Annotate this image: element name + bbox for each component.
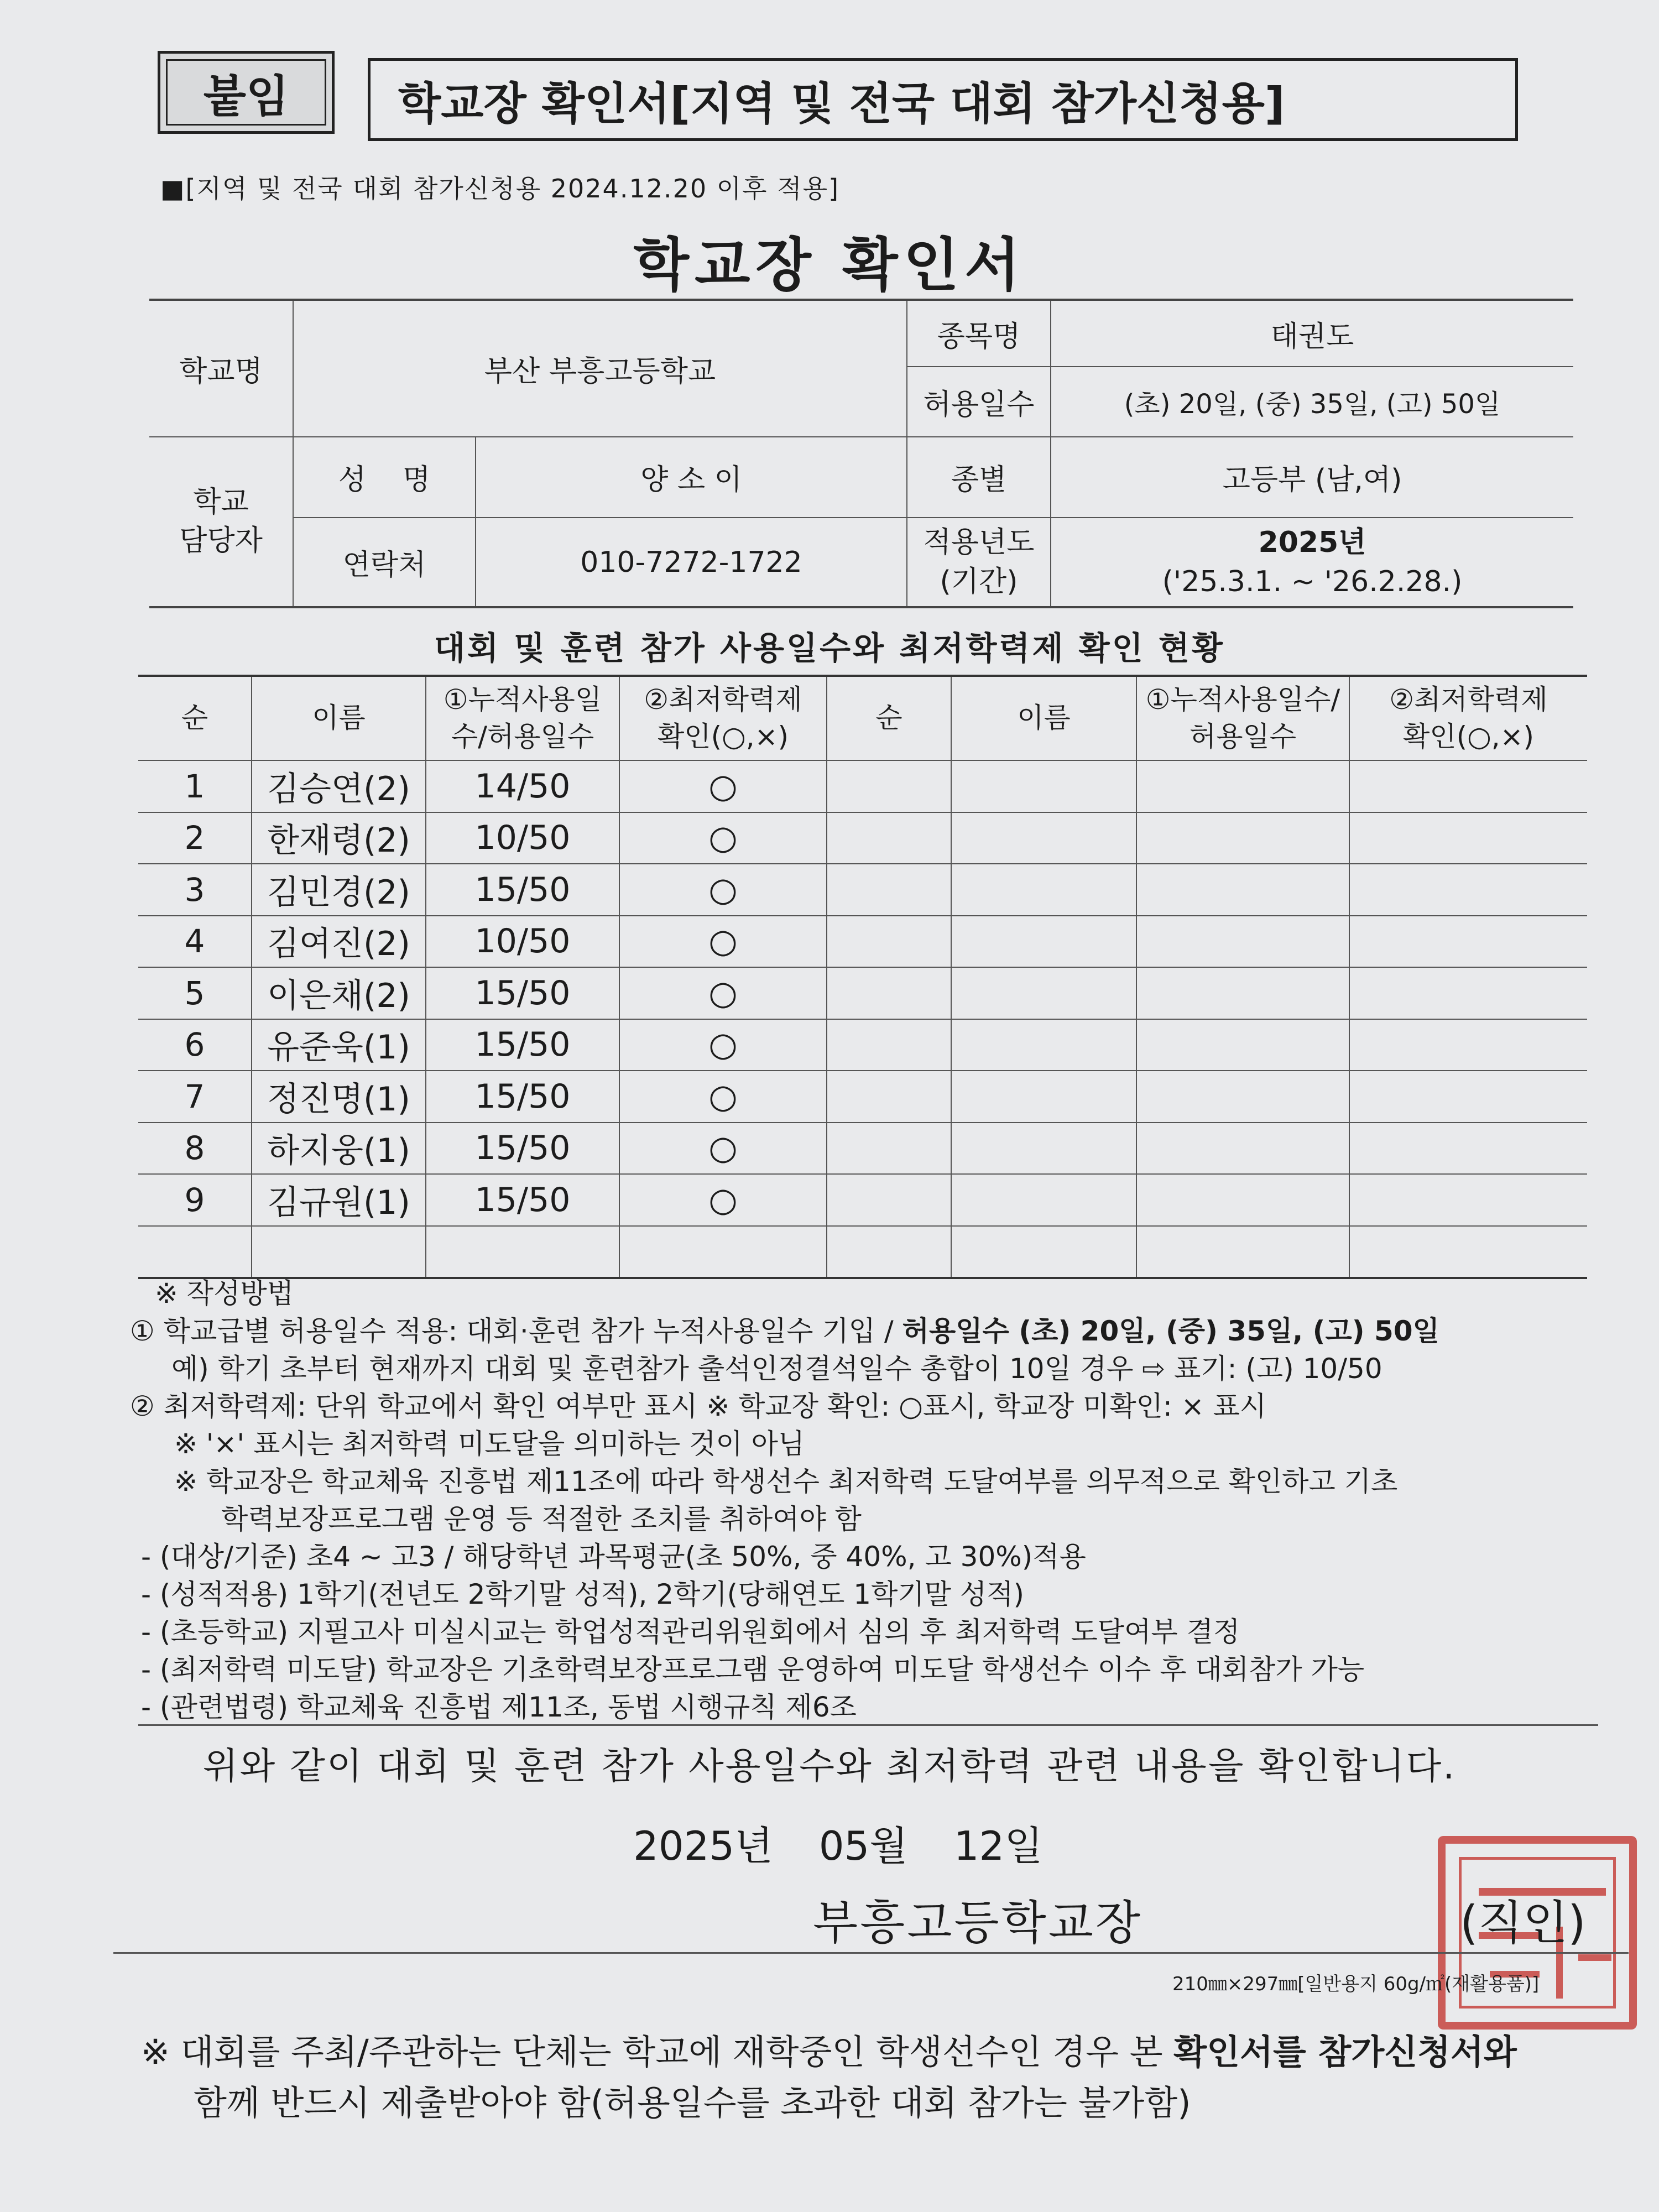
row-no: 1 xyxy=(138,760,252,812)
empty-cell xyxy=(951,1226,1136,1279)
empty-cell xyxy=(827,916,951,968)
empty-cell xyxy=(426,1226,619,1279)
row-check: ○ xyxy=(619,1071,827,1123)
empty-cell xyxy=(1136,812,1349,864)
empty-cell xyxy=(1136,1071,1349,1123)
submission-notice xyxy=(141,2027,1634,2128)
detail-elementary: - (초등학교) 지필고사 미실시교는 학업성적관리위원회에서 심의 후 최저학력 도달여부 결정 xyxy=(141,1616,1240,1648)
detail-target: - (대상/기준) 초4 ~ 고3 / 해당학년 과목평균(초 50%, 중 40%, 고 30%)적용 xyxy=(141,1541,1086,1573)
empty-cell xyxy=(1136,1226,1349,1279)
submission-notice-text: ※ 대회를 주최/주관하는 단체는 학교에 재학중인 학생선수인 경우 본 xyxy=(141,2032,1174,2072)
issue-year: 2025년 xyxy=(633,1823,773,1869)
contact-value: 010-7272-1722 xyxy=(476,518,907,607)
submission-notice-bold: 확인서를 참가신청서와 xyxy=(1173,2032,1517,2072)
year-label xyxy=(907,518,1051,607)
year-label-line1: 적용년도 xyxy=(923,526,1035,560)
empty-cell xyxy=(951,760,1136,812)
empty-cell xyxy=(827,1226,951,1279)
header-title-box xyxy=(368,58,1518,141)
roster-table xyxy=(138,675,1587,1279)
empty-cell xyxy=(1136,1174,1349,1226)
empty-cell xyxy=(951,1019,1136,1071)
attachment-tag-inner-border xyxy=(166,59,326,126)
row-check: ○ xyxy=(619,1174,827,1226)
row-check: ○ xyxy=(619,864,827,916)
allowed-days-label: 허용일수 xyxy=(907,367,1051,436)
col-days-line1: ①누적사용일 xyxy=(443,683,602,716)
row-days: 15/50 xyxy=(426,864,619,916)
col-check xyxy=(619,676,827,760)
col-no-right: 순 xyxy=(827,676,951,760)
row-name: 유준욱(1) xyxy=(252,1019,426,1071)
row-name: 김승연(2) xyxy=(252,760,426,812)
manager-label xyxy=(149,437,293,607)
row-name: 김규원(1) xyxy=(252,1174,426,1226)
issue-month: 05월 xyxy=(818,1823,908,1869)
row-check: ○ xyxy=(619,812,827,864)
info-table xyxy=(149,299,1573,608)
year-value-line1: 2025년 xyxy=(1258,526,1366,560)
empty-cell xyxy=(1349,1123,1587,1175)
empty-cell xyxy=(1349,760,1587,812)
col-days-line2: 수/허용일수 xyxy=(451,721,594,753)
allowed-days-value: (초) 20일, (중) 35일, (고) 50일 xyxy=(1051,367,1573,436)
year-value xyxy=(1051,518,1573,607)
instruction-2-note-a: ※ '×' 표시는 최저학력 미도달을 의미하는 것이 아님 xyxy=(174,1428,805,1460)
row-days: 15/50 xyxy=(426,1071,619,1123)
year-value-line2: ('25.3.1. ~ '26.2.28.) xyxy=(1162,565,1463,598)
row-check: ○ xyxy=(619,967,827,1019)
submission-notice-line2: 함께 반드시 제출받아야 함(허용일수를 초과한 대회 참가는 불가함) xyxy=(194,2083,1191,2123)
row-check: ○ xyxy=(619,916,827,968)
detail-grades: - (성적적용) 1학기(전년도 2학기말 성적), 2학기(당해연도 1학기말 성적) xyxy=(141,1578,1024,1610)
school-name-label: 학교명 xyxy=(149,300,293,437)
table-row xyxy=(138,967,1587,1019)
event-label: 종목명 xyxy=(907,300,1051,367)
attachment-tag-label: 붙임 xyxy=(203,70,289,122)
instruction-1 xyxy=(130,1312,1601,1350)
instruction-2-note-b2: 학력보장프로그램 운영 등 적절한 조치를 취하여야 함 xyxy=(221,1503,862,1535)
empty-cell xyxy=(1349,916,1587,968)
row-days: 10/50 xyxy=(426,916,619,968)
row-no: 2 xyxy=(138,812,252,864)
paper-spec: 210㎜×297㎜[일반용지 60g/㎡(재활용품)] xyxy=(1172,1973,1540,1995)
empty-cell xyxy=(827,1071,951,1123)
school-name-value: 부산 부흥고등학교 xyxy=(293,300,907,437)
event-value: 태권도 xyxy=(1051,300,1573,367)
col-check-line1: ②최저학력제 xyxy=(644,683,802,716)
table-row xyxy=(138,1123,1587,1175)
instruction-2-note-b1: ※ 학교장은 학교체육 진흥법 제11조에 따라 학생선수 최저학력 도달여부를 의무적으로 확인하고 기초 xyxy=(174,1465,1398,1498)
contact-label: 연락처 xyxy=(293,518,476,607)
category-value: 고등부 (남,여) xyxy=(1051,437,1573,518)
empty-cell xyxy=(827,812,951,864)
row-no: 8 xyxy=(138,1123,252,1175)
seal-label: (직인) xyxy=(1460,1896,1586,1950)
instruction-1-text: ① 학교급별 허용일수 적용: 대회·훈련 참가 누적사용일수 기입 / xyxy=(130,1315,902,1347)
table-row xyxy=(138,760,1587,812)
name-label: 성 명 xyxy=(293,437,476,518)
row-days: 14/50 xyxy=(426,760,619,812)
table-row xyxy=(138,812,1587,864)
table-row xyxy=(138,1071,1587,1123)
empty-cell xyxy=(1349,812,1587,864)
empty-cell xyxy=(1349,1174,1587,1226)
table-row xyxy=(138,1019,1587,1071)
row-days: 15/50 xyxy=(426,1174,619,1226)
col-no: 순 xyxy=(138,676,252,760)
confirmation-statement: 위와 같이 대회 및 훈련 참가 사용일수와 최저학력 관련 내용을 확인합니다. xyxy=(202,1745,1457,1787)
empty-cell xyxy=(951,864,1136,916)
col-name-right: 이름 xyxy=(951,676,1136,760)
seal-stroke xyxy=(1578,1954,1611,1961)
row-days: 10/50 xyxy=(426,812,619,864)
col-days-right-line1: ①누적사용일수/ xyxy=(1145,683,1340,716)
issue-date xyxy=(633,1814,1043,1871)
divider xyxy=(113,1952,1629,1954)
document-title: 학교장 확인서 xyxy=(633,231,1026,299)
row-name: 김민경(2) xyxy=(252,864,426,916)
manager-label-line2: 담당자 xyxy=(179,524,263,558)
detail-not-reached: - (최저학력 미도달) 학교장은 기초학력보장프로그램 운영하여 미도달 학생선수 이수 후 대회참가 가능 xyxy=(141,1653,1365,1686)
row-no: 7 xyxy=(138,1071,252,1123)
table-row xyxy=(138,1174,1587,1226)
principal-title: 부흥고등학교장 xyxy=(813,1896,1143,1950)
empty-cell xyxy=(1136,916,1349,968)
col-days xyxy=(426,676,619,760)
row-name: 하지웅(1) xyxy=(252,1123,426,1175)
empty-cell xyxy=(951,1071,1136,1123)
row-days: 15/50 xyxy=(426,967,619,1019)
table-row xyxy=(138,864,1587,916)
col-days-right xyxy=(1136,676,1349,760)
col-check-right-line1: ②최저학력제 xyxy=(1389,683,1548,716)
row-check: ○ xyxy=(619,1019,827,1071)
attachment-tag xyxy=(158,51,335,134)
submission-notice-line1 xyxy=(141,2027,1634,2078)
category-label: 종별 xyxy=(907,437,1051,518)
status-section-title: 대회 및 훈련 참가 사용일수와 최저학력제 확인 현황 xyxy=(434,629,1225,667)
row-name: 정진명(1) xyxy=(252,1071,426,1123)
col-check-right xyxy=(1349,676,1587,760)
empty-cell xyxy=(827,1174,951,1226)
row-days: 15/50 xyxy=(426,1019,619,1071)
empty-cell xyxy=(252,1226,426,1279)
col-check-right-line2: 확인(○,×) xyxy=(1402,721,1535,753)
row-no: 4 xyxy=(138,916,252,968)
manager-name-value: 양 소 이 xyxy=(476,437,907,518)
empty-cell xyxy=(1349,1226,1587,1279)
instruction-1-bold: 허용일수 (초) 20일, (중) 35일, (고) 50일 xyxy=(902,1315,1439,1347)
row-no: 5 xyxy=(138,967,252,1019)
empty-cell xyxy=(1349,967,1587,1019)
row-no: 9 xyxy=(138,1174,252,1226)
col-check-line2: 확인(○,×) xyxy=(657,721,789,753)
empty-cell xyxy=(1349,1019,1587,1071)
empty-cell xyxy=(827,967,951,1019)
empty-cell xyxy=(951,916,1136,968)
row-no: 3 xyxy=(138,864,252,916)
divider xyxy=(138,1724,1598,1726)
empty-cell xyxy=(1349,864,1587,916)
table-row xyxy=(138,916,1587,968)
issue-day: 12일 xyxy=(953,1823,1043,1869)
empty-cell xyxy=(827,760,951,812)
instructions-heading: ※ 작성방법 xyxy=(155,1277,294,1310)
manager-label-line1: 학교 xyxy=(193,486,249,519)
empty-cell xyxy=(951,1123,1136,1175)
col-days-right-line2: 허용일수 xyxy=(1189,721,1297,753)
empty-cell xyxy=(1136,1123,1349,1175)
empty-cell xyxy=(827,1123,951,1175)
empty-cell xyxy=(827,1019,951,1071)
empty-cell xyxy=(951,1174,1136,1226)
empty-cell xyxy=(619,1226,827,1279)
row-check: ○ xyxy=(619,1123,827,1175)
empty-cell xyxy=(1136,760,1349,812)
empty-cell xyxy=(138,1226,252,1279)
table-row-empty xyxy=(138,1226,1587,1279)
detail-law: - (관련법령) 학교체육 진흥법 제11조, 동법 시행규칙 제6조 xyxy=(141,1691,857,1723)
empty-cell xyxy=(1136,864,1349,916)
row-name: 한재령(2) xyxy=(252,812,426,864)
row-name: 이은채(2) xyxy=(252,967,426,1019)
empty-cell xyxy=(1349,1071,1587,1123)
row-check: ○ xyxy=(619,760,827,812)
row-no: 6 xyxy=(138,1019,252,1071)
empty-cell xyxy=(951,812,1136,864)
instruction-2: ② 최저학력제: 단위 학교에서 확인 여부만 표시 ※ 학교장 확인: ○표시, 학교장 미확인: × 표시 xyxy=(130,1390,1267,1422)
applicability-notice: ■[지역 및 전국 대회 참가신청용 2024.12.20 이후 적용] xyxy=(160,174,840,204)
instructions xyxy=(130,1275,1601,1726)
header-title: 학교장 확인서[지역 및 전국 대회 참가신청용] xyxy=(398,77,1285,129)
instruction-1-example: 예) 학기 초부터 현재까지 대회 및 훈련참가 출석인정결석일수 총합이 10일 경우 ⇨ 표기: (고) 10/50 xyxy=(171,1353,1383,1385)
year-label-line2: (기간) xyxy=(940,565,1018,598)
empty-cell xyxy=(951,967,1136,1019)
empty-cell xyxy=(1136,1019,1349,1071)
row-days: 15/50 xyxy=(426,1123,619,1175)
empty-cell xyxy=(827,864,951,916)
row-name: 김여진(2) xyxy=(252,916,426,968)
col-name: 이름 xyxy=(252,676,426,760)
empty-cell xyxy=(1136,967,1349,1019)
